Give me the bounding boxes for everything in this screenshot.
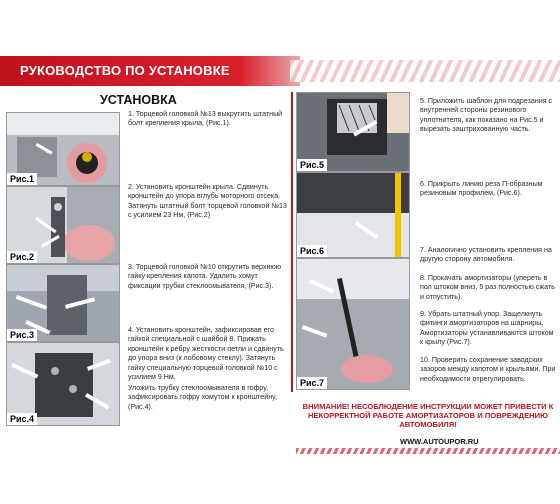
footer-stripes (296, 448, 560, 454)
figure-label: Рис.4 (7, 413, 37, 425)
figure-label: Рис.1 (7, 173, 37, 185)
figure-6-photo (296, 172, 410, 258)
warning-text: ВНИМАНИЕ! НЕСОБЛЮДЕНИЕ ИНСТРУКЦИИ МОЖЕТ ПРИВЕСТИ К НЕКОРРЕКТНОЙ РАБОТЕ АМОРТИЗАТОРОВ И ПОВРЕЖДЕНИЮ АВТОМОБИЛЯ! (302, 402, 554, 429)
header-stripes (290, 60, 560, 82)
step-10-text: 10. Проверить сохранение заводских зазоров между капотом и крыльями. При необходимости отрегулировать. (420, 356, 556, 383)
step-4-note: Уложить трубку стеклоомывателя в гофру, зафиксировать гофру хомутом к кронштейну, (Рис.4). (128, 384, 277, 411)
step-9-text: 9. Убрать штатный упор. Защелкнуть фитинги амортизаторов на шарниры. Амортизаторы устанавливаются штоком к крылу (Рис.7). (420, 310, 554, 347)
figure-label: Рис.2 (7, 251, 37, 263)
figure-2-photo (6, 186, 120, 264)
figure-label: Рис.3 (7, 329, 37, 341)
page-title: РУКОВОДСТВО ПО УСТАНОВКЕ (20, 63, 230, 78)
figure-7-photo (296, 258, 410, 390)
figure-1-photo (6, 112, 120, 186)
section-title: УСТАНОВКА (100, 93, 177, 107)
step-3-text: 3. Торцевой головкой №10 открутить верхнюю гайку крепления капота. Удалить хомут фиксации трубки стеклоомывателя, (Рис.3). (128, 263, 282, 290)
figure-3-photo (6, 264, 120, 342)
website-link[interactable]: WWW.AUTOUPOR.RU (400, 437, 479, 446)
figure-label: Рис.6 (297, 245, 327, 257)
figure-label: Рис.5 (297, 159, 327, 171)
step-2-text: 2. Установить кронштейн крыла. Сдвинуть кронштейн до упора вглубь моторного отсека. Затянуть штатный болт торцевой головкой №13 с усилием 23 Нм, (Рис.2) (128, 183, 287, 220)
figure-5-photo (296, 92, 410, 172)
figure-4-photo (6, 342, 120, 426)
step-4-text: 4. Установить кронштейн, зафиксировав его гайкой специальной с шайбой 8. Прижать кронштейн к ребру жесткости петли и сдвинуть до упора вниз (к лобовому стеклу). Затянуть гайку специальную торцевой головкой №10 с усилием 9 Нм. (128, 326, 284, 382)
column-divider (291, 92, 293, 392)
figure-label: Рис.7 (297, 377, 327, 389)
step-1-text: 1. Торцевой головкой №13 выкрутить штатный болт крепления крыла, (Рис.1). (128, 110, 283, 128)
step-6-text: 6. Прикрыть линию реза П-образным резиновым профилем, (Рис.6). (420, 180, 543, 198)
step-5-text: 5. Приложить шаблон для подрезания с внутренней стороны резинового уплотнителя, как показано на Рис.5 и вырезать заштрихованную часть. (420, 97, 553, 134)
step-7-text: 7. Аналогично установить крепления на другую сторону автомобиля. (420, 246, 552, 264)
header-banner (0, 56, 560, 86)
step-8-text: 8. Прокачать амортизаторы (упереть в пол штоком вниз, 5 раз полностью сжать и отпустить). (420, 274, 555, 301)
shock-absorber-illustration (297, 259, 410, 390)
